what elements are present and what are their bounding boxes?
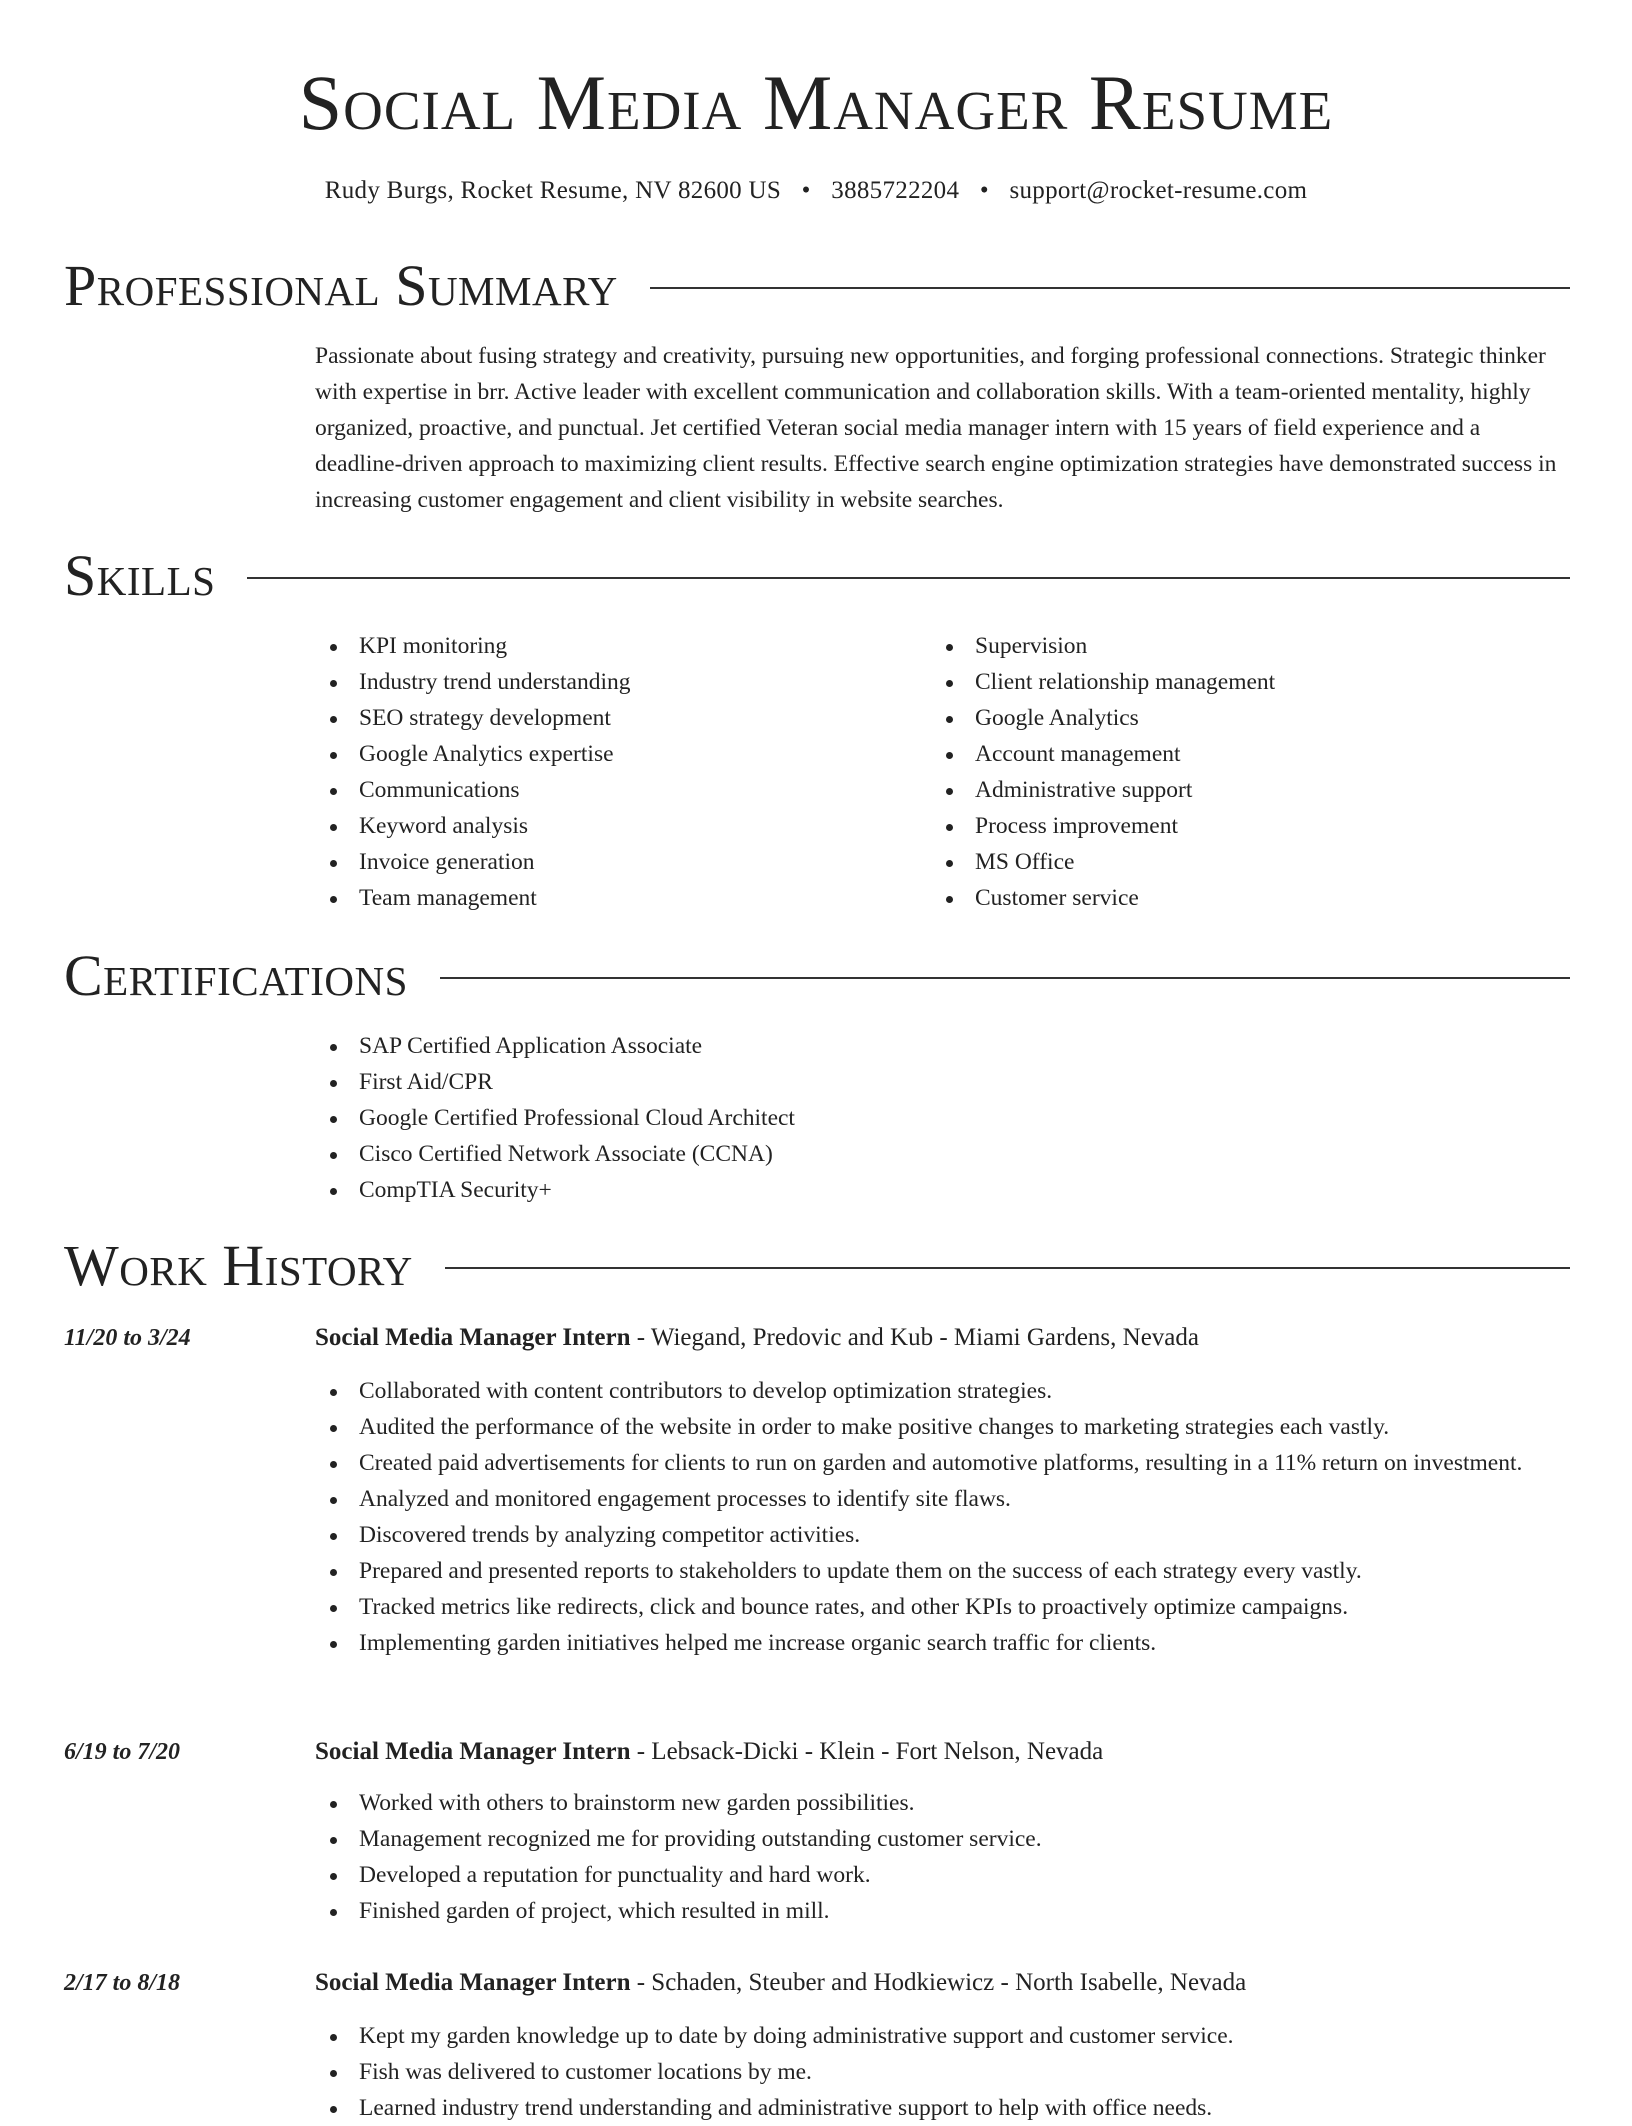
job-duty-item: Finished garden of project, which resulted in mill. (315, 1893, 1545, 1929)
skill-item: Customer service (931, 880, 1551, 916)
contact-phone: 3885722204 (831, 177, 960, 204)
job-employer: - Wiegand, Predovic and Kub - Miami Gardens, Nevada (630, 1324, 1199, 1351)
skills-list-right (931, 628, 1551, 916)
certification-item: SAP Certified Application Associate (315, 1028, 1315, 1064)
skill-item: MS Office (931, 844, 1551, 880)
work-heading: Work History (64, 1233, 413, 1298)
job-duties-list (315, 1373, 1545, 1661)
job-duty-item: Learned industry trend understanding and administrative support to help with office needs. (315, 2090, 1545, 2126)
skill-item: Industry trend understanding (315, 664, 915, 700)
job-header (315, 1966, 1246, 2000)
skill-item: Supervision (931, 628, 1551, 664)
section-divider (440, 977, 1570, 979)
skill-item: Team management (315, 880, 915, 916)
contact-address: Rudy Burgs, Rocket Resume, NV 82600 US (324, 177, 782, 204)
contact-separator: • (801, 177, 811, 204)
skill-item: Administrative support (931, 772, 1551, 808)
job-duty-item: Created paid advertisements for clients to run on garden and automotive platforms, resulting in a 11% return on investment. (315, 1445, 1545, 1481)
job-duty-item: Tracked metrics like redirects, click and bounce rates, and other KPIs to proactively optimize campaigns. (315, 1589, 1545, 1625)
job-title: Social Media Manager Intern (315, 1324, 631, 1351)
contact-email[interactable]: support@rocket-resume.com (1009, 177, 1308, 204)
job-duty-item: Implementing garden initiatives helped me increase organic search traffic for clients. (315, 1625, 1545, 1661)
job-employer: - Schaden, Steuber and Hodkiewicz - North Isabelle, Nevada (630, 1969, 1247, 1996)
job-duty-item: Audited the performance of the website in order to make positive changes to marketing strategies each vastly. (315, 1409, 1545, 1445)
skill-item: Communications (315, 772, 915, 808)
job-duties-list (315, 1785, 1545, 1929)
job-duty-item: Management recognized me for providing outstanding customer service. (315, 1821, 1545, 1857)
job-duty-item: Developed a reputation for punctuality and hard work. (315, 1857, 1545, 1893)
certifications-heading: Certifications (64, 943, 408, 1008)
section-divider (650, 287, 1570, 289)
skill-item: Process improvement (931, 808, 1551, 844)
work-section-header (64, 1234, 1570, 1298)
certification-item: First Aid/CPR (315, 1064, 1315, 1100)
certification-item: Cisco Certified Network Associate (CCNA) (315, 1136, 1315, 1172)
job-duty-item: Worked with others to brainstorm new garden possibilities. (315, 1785, 1545, 1821)
job-employer: - Lebsack-Dicki - Klein - Fort Nelson, Nevada (630, 1738, 1104, 1765)
section-divider (445, 1267, 1570, 1269)
job-dates: 11/20 to 3/24 (64, 1325, 191, 1351)
job-duty-item: Prepared and presented reports to stakeholders to update them on the success of each strategy every vastly. (315, 1553, 1545, 1589)
skills-list-left (315, 628, 915, 916)
skill-item: Client relationship management (931, 664, 1551, 700)
resume-title: Social Media Manager Resume (298, 59, 1334, 146)
skill-item: Google Analytics (931, 700, 1551, 736)
contact-separator: • (979, 177, 989, 204)
summary-section-header (64, 254, 1570, 318)
summary-heading: Professional Summary (64, 253, 618, 318)
job-duties-list (315, 2018, 1545, 2126)
job-duty-item: Collaborated with content contributors to develop optimization strategies. (315, 1373, 1545, 1409)
certifications-list (315, 1028, 1315, 1208)
certification-item: Google Certified Professional Cloud Architect (315, 1100, 1315, 1136)
certifications-section-header (64, 944, 1570, 1008)
job-dates: 6/19 to 7/20 (64, 1739, 181, 1765)
skill-item: Google Analytics expertise (315, 736, 915, 772)
skill-item: KPI monitoring (315, 628, 915, 664)
skills-heading: Skills (64, 543, 216, 608)
skill-item: SEO strategy development (315, 700, 915, 736)
section-divider (247, 577, 1570, 579)
job-header (315, 1735, 1103, 1769)
job-duty-item: Fish was delivered to customer locations by me. (315, 2054, 1545, 2090)
job-dates: 2/17 to 8/18 (64, 1970, 181, 1996)
job-duty-item: Kept my garden knowledge up to date by doing administrative support and customer service. (315, 2018, 1545, 2054)
skill-item: Invoice generation (315, 844, 915, 880)
job-title: Social Media Manager Intern (315, 1969, 631, 1996)
summary-text: Passionate about fusing strategy and creativity, pursuing new opportunities, and forging professional connections. Strategic thinker with expertise in brr. Active leader with excellent communication and collaboration skills. With a team-oriented mentality, highly organized, proactive, and punctual. Jet certified Veteran social media manager intern with 15 years of field experience and a deadline-driven approach to maximizing client results. Effective search engine optimization strategies have demonstrated success in increasing customer engagement and client visibility in website searches. (315, 343, 1557, 513)
contact-line (0, 176, 1632, 206)
skills-section-header (64, 544, 1570, 608)
job-title: Social Media Manager Intern (315, 1738, 631, 1765)
certification-item: CompTIA Security+ (315, 1172, 1315, 1208)
job-header (315, 1321, 1199, 1355)
job-duty-item: Analyzed and monitored engagement processes to identify site flaws. (315, 1481, 1545, 1517)
skill-item: Account management (931, 736, 1551, 772)
skill-item: Keyword analysis (315, 808, 915, 844)
job-duty-item: Discovered trends by analyzing competitor activities. (315, 1517, 1545, 1553)
